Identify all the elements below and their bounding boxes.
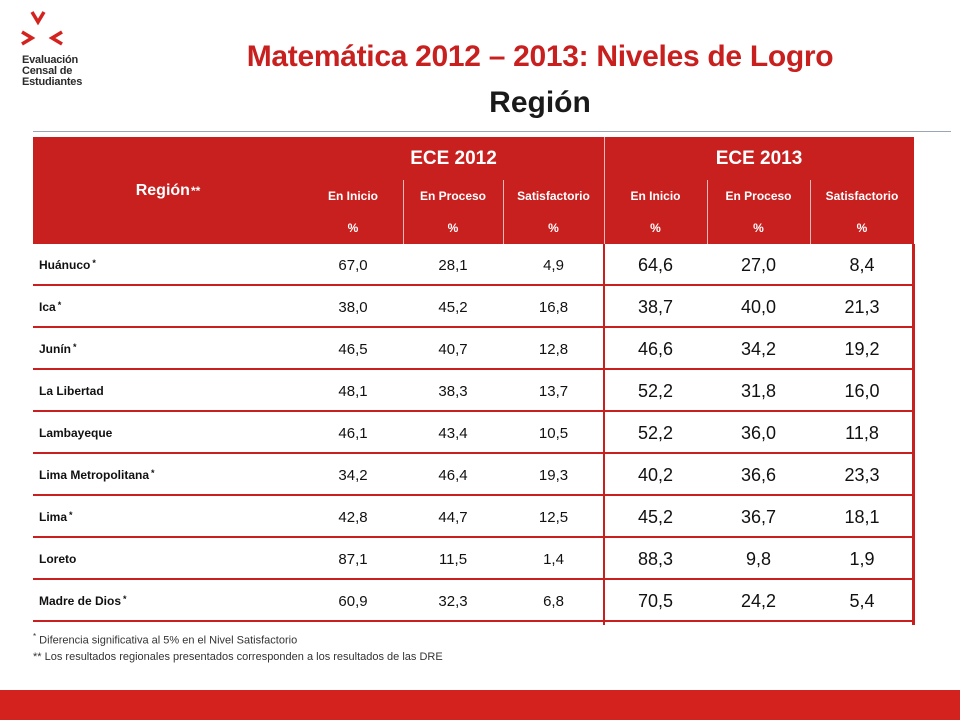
group-header-2013: ECE 2013 — [715, 147, 803, 169]
logo-line-1: Evaluación — [22, 54, 79, 66]
level-header: Satisfactorio — [825, 189, 899, 203]
region-column-header — [33, 137, 303, 244]
table-cell: 60,9 — [338, 592, 368, 610]
header-divider — [403, 180, 404, 244]
table-cell: 27,0 — [740, 254, 777, 275]
unit-header: % — [447, 221, 459, 235]
table-cell: 12,8 — [538, 340, 569, 358]
footnotes — [33, 629, 443, 665]
significance-mark: * — [57, 300, 62, 310]
table-cell: 12,5 — [538, 508, 569, 526]
region-name — [39, 244, 96, 286]
region-name — [39, 496, 73, 538]
region-name-text: Madre de Dios — [39, 594, 122, 608]
table-cell: 10,5 — [538, 424, 569, 442]
table-cell: 6,8 — [543, 592, 564, 610]
significance-mark: * — [151, 468, 155, 478]
table-cell: 5,4 — [849, 590, 875, 611]
level-header: Satisfactorio — [517, 189, 590, 203]
table-cell: 4,9 — [543, 256, 564, 274]
table-cell: 46,6 — [637, 338, 674, 359]
table-cell: 21,3 — [844, 296, 880, 317]
table-cell: 13,7 — [538, 382, 569, 400]
table-cell: 36,7 — [740, 506, 777, 527]
table-cell: 46,1 — [338, 424, 368, 442]
region-name-text: Junín — [39, 342, 71, 356]
region-header-mark: ** — [190, 183, 201, 198]
table-cell: 52,2 — [637, 422, 674, 443]
table-cell: 31,8 — [740, 380, 777, 401]
significance-mark: * — [92, 258, 96, 268]
table-cell: 8,4 — [849, 254, 875, 275]
table-cell: 38,0 — [338, 298, 368, 316]
region-name-text: Loreto — [39, 552, 77, 566]
header-divider — [503, 180, 504, 244]
table-cell: 64,6 — [637, 254, 674, 275]
unit-header: % — [347, 221, 359, 235]
level-header: En Proceso — [419, 189, 487, 203]
table-cell: 40,0 — [740, 296, 777, 317]
table-cell: 36,0 — [740, 422, 777, 443]
level-header: En Inicio — [327, 189, 378, 203]
footnote-1-text: Diferencia significativa al 5% en el Nivel Satisfactorio — [36, 634, 298, 647]
logo-line-2: Censal de — [22, 65, 73, 77]
title-divider — [33, 131, 951, 132]
table-cell: 11,8 — [845, 422, 879, 443]
region-name — [39, 328, 77, 370]
region-name — [39, 580, 127, 622]
row-divider — [33, 620, 914, 622]
table-cell: 11,5 — [438, 550, 468, 568]
footnote-1 — [33, 629, 443, 649]
logo-line-3: Estudiantes — [22, 76, 83, 88]
table-cell: 18,1 — [844, 506, 880, 527]
region-header-label: Región — [135, 181, 190, 199]
header-divider — [810, 180, 811, 244]
table-cell: 16,8 — [538, 298, 569, 316]
level-header: En Proceso — [725, 189, 792, 203]
region-name-text: Lima Metropolitana — [39, 468, 150, 482]
table-cell: 48,1 — [338, 382, 368, 400]
region-name-text: Lima — [39, 510, 68, 524]
table-cell: 88,3 — [637, 548, 674, 569]
region-name-text: Lambayeque — [39, 426, 113, 440]
table-cell: 34,2 — [740, 338, 777, 359]
table-cell: 32,3 — [438, 592, 468, 610]
level-header: En Inicio — [630, 189, 681, 203]
unit-header: % — [753, 221, 764, 235]
table-cell: 38,3 — [438, 382, 468, 400]
table-cell: 40,2 — [637, 464, 674, 485]
table-cell: 45,2 — [637, 506, 674, 527]
results-table — [33, 137, 914, 625]
table-cell: 34,2 — [338, 466, 368, 484]
region-name — [39, 454, 155, 496]
unit-header: % — [650, 221, 661, 235]
region-name — [39, 286, 61, 328]
table-cell: 46,4 — [438, 466, 468, 484]
unit-header: % — [548, 221, 559, 235]
table-cell: 67,0 — [338, 256, 368, 274]
table-cell: 42,8 — [338, 508, 368, 526]
table-cell: 24,2 — [740, 590, 777, 611]
table-cell: 45,2 — [438, 298, 468, 316]
footer-bar — [0, 690, 960, 720]
significance-mark: * — [73, 342, 77, 352]
region-name — [39, 370, 106, 412]
table-cell: 1,9 — [849, 548, 875, 569]
region-name-text: Ica — [39, 300, 56, 314]
table-cell: 23,3 — [844, 464, 880, 485]
table-cell: 16,0 — [844, 380, 880, 401]
table-cell: 19,3 — [538, 466, 569, 484]
footnote-1-mark: * — [33, 632, 37, 641]
table-cell: 9,8 — [745, 548, 772, 569]
group-header-2012: ECE 2012 — [410, 147, 497, 169]
page-subtitle: Región — [489, 86, 591, 119]
table-cell: 87,1 — [338, 550, 368, 568]
table-cell: 28,1 — [438, 256, 468, 274]
table-cell: 44,7 — [438, 508, 468, 526]
table-cell: 40,7 — [438, 340, 468, 358]
table-cell: 38,7 — [637, 296, 674, 317]
region-name — [39, 412, 114, 454]
unit-header: % — [856, 221, 868, 235]
footnote-2: ** Los resultados regionales presentados corresponden a los resultados de las DRE — [33, 650, 443, 663]
significance-mark: * — [123, 594, 127, 604]
table-cell: 1,4 — [543, 550, 564, 568]
table-cell: 36,6 — [740, 464, 777, 485]
significance-mark: * — [69, 510, 73, 520]
table-cell: 70,5 — [637, 590, 674, 611]
header-divider — [707, 180, 708, 244]
table-cell: 46,5 — [338, 340, 368, 358]
region-name-text: La Libertad — [39, 384, 104, 398]
region-name — [39, 538, 78, 580]
table-cell: 52,2 — [637, 380, 674, 401]
region-name-text: Huánuco — [39, 258, 91, 272]
table-cell: 19,2 — [844, 338, 880, 359]
table-cell: 43,4 — [438, 424, 468, 442]
page-title: Matemática 2012 – 2013: Niveles de Logro — [246, 40, 834, 73]
header-divider — [604, 137, 605, 244]
